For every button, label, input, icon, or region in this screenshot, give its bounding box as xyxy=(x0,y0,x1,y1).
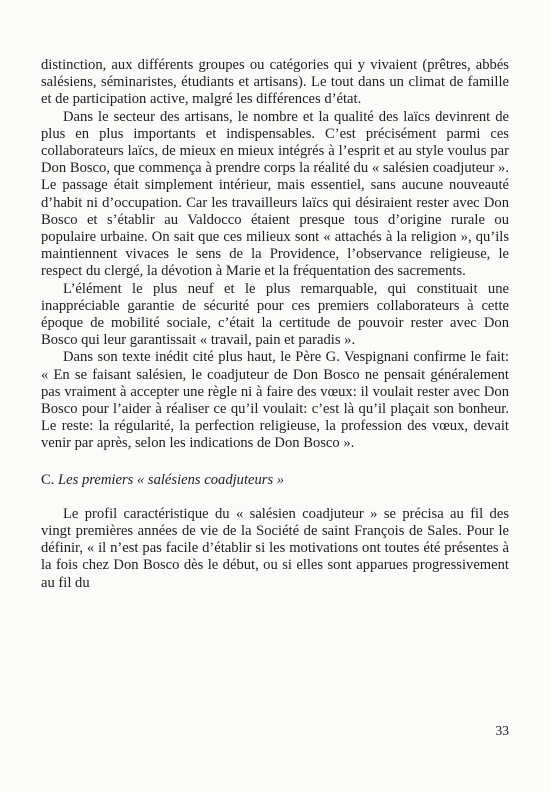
paragraph-continuation: distinction, aux différents groupes ou catégories qui y vivaient (prêtres, abbés salésiens, séminaristes, étudiants et artisans). Le tout dans un climat de famille et de participation active, malgré les différences d’état. xyxy=(41,57,509,108)
section-heading-letter: C. xyxy=(41,471,55,488)
page-body xyxy=(41,57,509,592)
paragraph-profil: Le profil caractéristique du « salésien coadjuteur » se précisa au fil des vingt premières années de vie de la Société de saint François de Sales. Pour le définir, « il n’est pas facile d’établir si les motivations ont toutes été présentes à la fois chez Don Bosco dès le début, ou si elles sont apparues progressivement au fil du xyxy=(41,505,509,591)
page-number: 33 xyxy=(495,723,509,738)
paragraph-artisans: Dans le secteur des artisans, le nombre et la qualité des laïcs devinrent de plus en plus importants et indispensables. C’est précisément parmi ces collaborateurs laïcs, de mieux en mieux intégrés à l’esprit et au style voulus par Don Bosco, que commença à prendre corps la réalité du « salésien coadjuteur ». Le passage était simplement intérieur, mais essentiel, sans aucune nouveauté d’habit ni d’occupation. Car les travailleurs laïcs qui désiraient rester avec Don Bosco et s’établir au Valdocco étaient presque tous d’origine rurale ou populaire urbaine. On sait que ces milieux sont « attachés à la religion », qu’ils maintiennent vivaces le sens de la Providence, l’observance religieuse, le respect du clergé, la dévotion à Marie et la fréquentation des sacrements. xyxy=(41,108,509,280)
section-heading-title: Les premiers « salésiens coadjuteurs » xyxy=(58,471,285,488)
paragraph-element-neuf: L’élément le plus neuf et le plus remarquable, qui constituait une inappréciable garantie de sécurité pour ces premiers collaborateurs à cette époque de mobilité sociale, c’était la certitude de pouvoir rester avec Don Bosco qui leur garantissait « travail, pain et paradis ». xyxy=(41,280,509,349)
paragraph-vespignani: Dans son texte inédit cité plus haut, le Père G. Vespignani confirme le fait: « En se faisant salésien, le coadjuteur de Don Bosco ne pensait généralement pas vraiment à accepter une règle ni à faire des vœux: il voulait rester avec Don Bosco pour l’aider à réaliser ce qu’il voulait: c’est là qu’il plaçait son bonheur. Le reste: la régularité, la perfection religieuse, la profession des vœux, devait venir par après, selon les indications de Don Bosco ». xyxy=(41,349,509,452)
section-heading xyxy=(41,472,509,489)
